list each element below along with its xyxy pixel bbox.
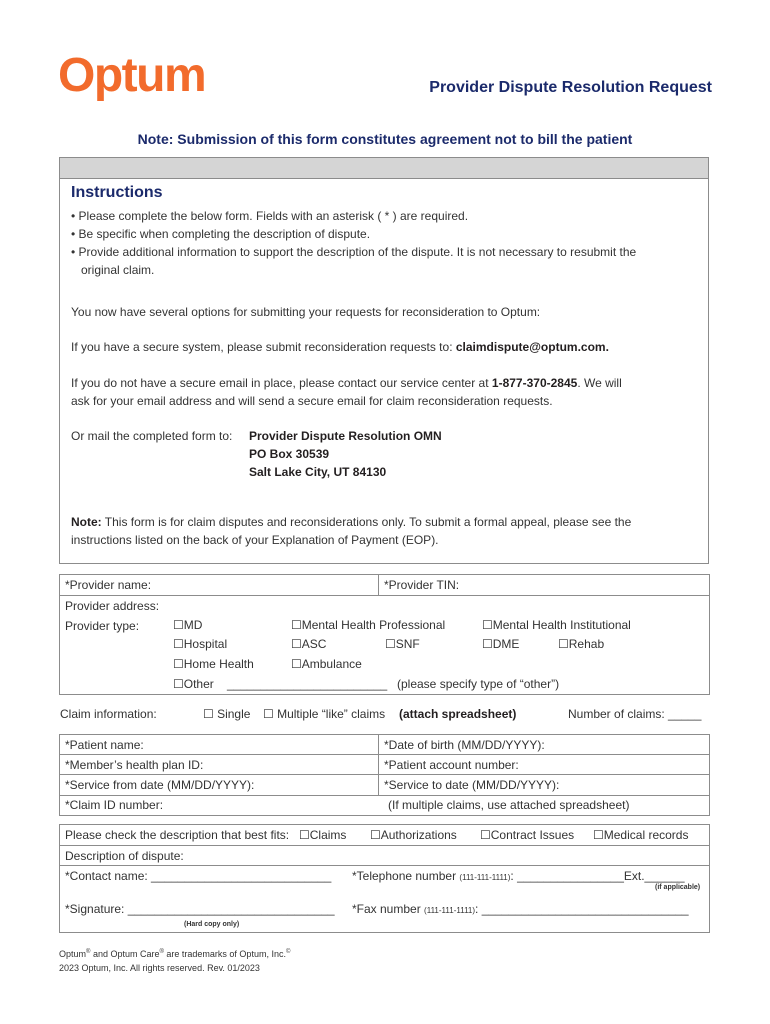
type-rehab-checkbox[interactable]: ☐Rehab [558,637,605,651]
service-to-date-field[interactable]: *Service to date (MM/DD/YYYY): [384,778,560,792]
dispute-contract-issues-checkbox[interactable]: ☐Contract Issues [480,828,575,842]
dispute-medical-records-checkbox[interactable]: ☐Medical records [593,828,689,842]
contact-name-field[interactable]: *Contact name: ___________________________ [65,869,332,883]
type-asc-checkbox[interactable]: ☐ASC [291,637,327,651]
dispute-email-link[interactable]: claimdispute@optum.com. [455,340,609,354]
type-mental-health-institutional-checkbox[interactable]: ☐Mental Health Institutional [482,618,631,632]
service-from-date-field[interactable]: *Service from date (MM/DD/YYYY): [65,778,255,792]
mail-address-po: PO Box 30539 [249,447,330,461]
divider [378,734,379,795]
instruction-bullet-cont: original claim. [81,263,155,277]
dispute-claims-checkbox[interactable]: ☐Claims [299,828,347,842]
attach-spreadsheet-note: (attach spreadsheet) [399,707,517,721]
claim-multiple-checkbox[interactable]: ☐ Multiple “like” claims [263,707,386,721]
no-secure-text [71,376,622,390]
secure-system-text [71,340,609,354]
form-title: Provider Dispute Resolution Request [429,79,712,96]
no-secure-text-2: ask for your email address and will send a secure email for claim reconsideration requests. [71,394,553,408]
service-phone: 1-877-370-2845 [491,376,578,390]
multiple-claims-note: (If multiple claims, use attached spreadsheet) [388,798,630,812]
patient-account-field[interactable]: *Patient account number: [384,758,519,772]
telephone-blank[interactable]: : ________________Ext.______ [510,869,685,883]
description-check-label: Please check the description that best fits: [65,828,290,842]
patient-name-field[interactable]: *Patient name: [65,738,144,752]
instructions-heading: Instructions [71,184,163,201]
secure-system-label: If you have a secure system, please submit reconsideration requests to: [71,340,456,354]
fax-blank[interactable]: : _______________________________ [475,902,689,916]
instruction-bullet: • Please complete the below form. Fields with an asterisk ( * ) are required. [71,209,469,223]
fax-field[interactable] [352,902,689,916]
provider-type-label: Provider type: [65,619,140,633]
type-other-input[interactable]: ________________________ [227,677,388,691]
appeal-note [71,515,631,529]
section-header-bar [59,157,709,179]
provider-name-field[interactable]: *Provider name: [65,578,152,592]
divider [59,595,710,596]
type-other-checkbox[interactable]: ☐Other [173,677,214,691]
divider [59,865,710,866]
type-snf-checkbox[interactable]: ☐SNF [385,637,420,651]
copyright-notice: 2023 Optum, Inc. All rights reserved. Rev. 01/2023 [59,963,260,973]
type-dme-checkbox[interactable]: ☐DME [482,637,520,651]
telephone-field[interactable] [352,869,685,883]
dispute-description-field[interactable]: Description of dispute: [65,849,184,863]
fax-label: *Fax number [352,902,421,916]
type-ambulance-checkbox[interactable]: ☐Ambulance [291,657,362,671]
billing-note: Note: Submission of this form constitutes agreement not to bill the patient [137,131,633,147]
mail-address-name: Provider Dispute Resolution OMN [249,429,442,443]
trademark-text: are trademarks of Optum, Inc. [163,949,286,959]
divider [378,574,379,595]
registered-mark: ® [86,949,91,955]
divider [59,774,710,775]
hard-copy-note: (Hard copy only) [184,921,240,928]
instruction-bullet: • Be specific when completing the description of dispute. [71,227,371,241]
type-home-health-checkbox[interactable]: ☐Home Health [173,657,254,671]
date-of-birth-field[interactable]: *Date of birth (MM/DD/YYYY): [384,738,545,752]
type-mental-health-professional-checkbox[interactable]: ☐Mental Health Professional [291,618,446,632]
appeal-note-text: This form is for claim disputes and reconsiderations only. To submit a formal appeal, please see the [101,515,632,529]
dispute-authorizations-checkbox[interactable]: ☐Authorizations [370,828,457,842]
provider-address-field[interactable]: Provider address: [65,599,160,613]
registered-mark: ® [159,949,164,955]
divider [59,754,710,755]
health-plan-id-field[interactable]: *Member’s health plan ID: [65,758,204,772]
claim-id-field[interactable]: *Claim ID number: [65,798,164,812]
telephone-format: (111-111-1111) [459,873,511,882]
divider [59,845,710,846]
trademark-notice [59,949,290,959]
provider-tin-field[interactable]: *Provider TIN: [384,578,460,592]
divider [59,795,710,796]
appeal-note-label: Note: [71,515,102,529]
trademark-optum: Optum [59,949,87,959]
no-secure-label-end: . We will [577,376,622,390]
number-of-claims-field[interactable]: Number of claims: _____ [568,707,702,721]
mail-label: Or mail the completed form to: [71,429,233,443]
copyright-mark: © [285,949,291,955]
claim-info-label: Claim information: [60,707,157,721]
type-other-note: (please specify type of “other”) [397,677,560,691]
appeal-note-2: instructions listed on the back of your Explanation of Payment (EOP). [71,533,439,547]
no-secure-label: If you do not have a secure email in place, please contact our service center at [71,376,492,390]
mail-address-city: Salt Lake City, UT 84130 [249,465,387,479]
extension-if-applicable: (if applicable) [655,884,701,891]
telephone-label: *Telephone number [352,869,457,883]
fax-format: (111-111-1111) [424,906,476,915]
optum-logo: Optum [58,49,206,102]
claim-single-checkbox[interactable]: ☐ Single [203,707,251,721]
instruction-bullet: • Provide additional information to support the description of the dispute. It is not necessary to resubmit the [71,245,637,259]
type-hospital-checkbox[interactable]: ☐Hospital [173,637,228,651]
type-md-checkbox[interactable]: ☐MD [173,618,203,632]
options-text: You now have several options for submitting your requests for reconsideration to Optum: [71,305,541,319]
trademark-optum-care: and Optum Care [90,949,160,959]
signature-field[interactable]: *Signature: _______________________________ [65,902,335,916]
